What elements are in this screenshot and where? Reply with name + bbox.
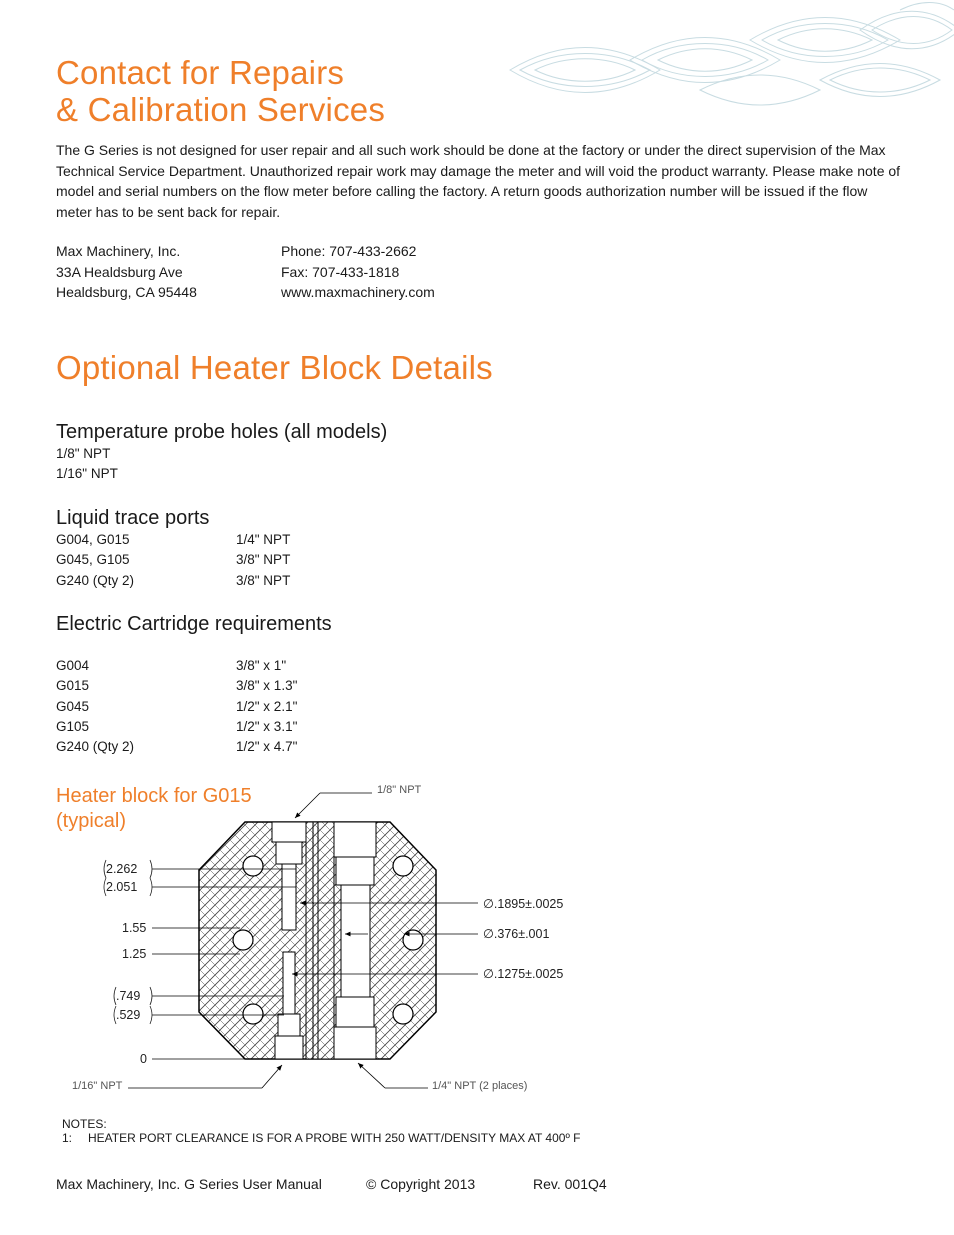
contact-paragraph: The G Series is not designed for user repair and all such work should be done at the factory or under the direct supervision of the Max Technical Service Department. Unauthorized repair work may damage the meter and will void the product warranty. Please make note of model and serial numbers on the flow meter before calling the factory. A return goods authorization number will be issued if the flow meter has to be sent back for repair. <box>56 142 901 220</box>
fax-number: Fax: 707-433-1818 <box>281 263 400 280</box>
cartridge-size: 1/2" x 3.1" <box>236 718 298 734</box>
cartridge-size: 1/2" x 2.1" <box>236 698 298 714</box>
callout-bottom-left: 1/16" NPT <box>72 1080 123 1092</box>
probe-list <box>56 444 118 485</box>
heater-block-drawing <box>0 770 954 1110</box>
dim-label: 2.051 <box>106 880 138 894</box>
trace-sizes <box>236 530 290 591</box>
company-name: Max Machinery, Inc. <box>56 243 181 259</box>
phone-number: Phone: 707-433-2662 <box>281 243 417 259</box>
diagram-title-line1: Heater block for G015 <box>56 785 252 807</box>
cartridge-size: 3/8" x 1.3" <box>236 678 298 694</box>
decorative-wave-pattern <box>500 0 954 110</box>
notes-heading: NOTES: <box>62 1117 107 1131</box>
trace-model: G004, G015 <box>56 532 130 547</box>
dim-label: 1.55 <box>122 921 147 935</box>
dim-label: 2.262 <box>106 862 138 876</box>
website-link[interactable]: www.maxmachinery.com <box>281 284 435 300</box>
footer-manual: Max Machinery, Inc. G Series User Manual <box>56 1176 322 1192</box>
footer-rev: Rev. 001Q4 <box>533 1176 607 1192</box>
dim-label: 1.25 <box>122 947 147 961</box>
probe-item: 1/8" NPT <box>56 446 111 461</box>
cartridge-model: G015 <box>56 678 90 694</box>
note-number: 1: <box>62 1131 73 1145</box>
diagram-title-line2: (typical) <box>56 810 127 832</box>
cartridge-model: G045 <box>56 698 90 714</box>
probe-item: 1/16" NPT <box>56 466 118 482</box>
callout-d3: ∅.1275±.0025 <box>483 967 564 981</box>
note-text: HEATER PORT CLEARANCE IS FOR A PROBE WITH 250 WATT/DENSITY MAX AT 400º F <box>88 1131 581 1145</box>
trace-size: 3/8" NPT <box>236 572 291 588</box>
trace-size: 1/4" NPT <box>236 532 291 547</box>
footer-copyright: © Copyright 2013 <box>366 1176 476 1192</box>
contact-title-line2: & Calibration Services <box>56 91 386 128</box>
callout-d2: ∅.376±.001 <box>483 927 550 941</box>
dim-label: 0 <box>140 1052 147 1066</box>
probe-heading: Temperature probe holes (all models) <box>56 421 388 443</box>
cartridge-model: G240 (Qty 2) <box>56 739 135 755</box>
callout-d1: ∅.1895±.0025 <box>483 897 564 911</box>
contact-title-line1: Contact for Repairs <box>56 54 345 91</box>
contact-title <box>56 54 385 128</box>
street-address: 33A Healdsburg Ave <box>56 263 183 280</box>
callout-top: 1/8" NPT <box>377 784 422 796</box>
cartridge-models <box>56 656 134 757</box>
cartridge-heading: Electric Cartridge requirements <box>56 613 332 635</box>
cartridge-sizes <box>236 656 297 757</box>
trace-models <box>56 530 134 591</box>
trace-heading: Liquid trace ports <box>56 507 210 529</box>
address-block <box>56 241 197 303</box>
callout-bottom-right: 1/4" NPT (2 places) <box>432 1080 528 1092</box>
heater-title: Optional Heater Block Details <box>56 349 493 386</box>
trace-model: G045, G105 <box>56 552 130 568</box>
cartridge-size: 1/2" x 4.7" <box>236 739 298 755</box>
cartridge-model: G105 <box>56 718 90 734</box>
dim-label: .529 <box>116 1008 141 1022</box>
city-address: Healdsburg, CA 95448 <box>56 284 197 300</box>
cartridge-model: G004 <box>56 658 90 673</box>
trace-size: 3/8" NPT <box>236 552 291 568</box>
cartridge-size: 3/8" x 1" <box>236 658 287 673</box>
contact-info-block <box>281 241 435 303</box>
trace-model: G240 (Qty 2) <box>56 572 135 588</box>
dim-label: .749 <box>116 989 141 1003</box>
